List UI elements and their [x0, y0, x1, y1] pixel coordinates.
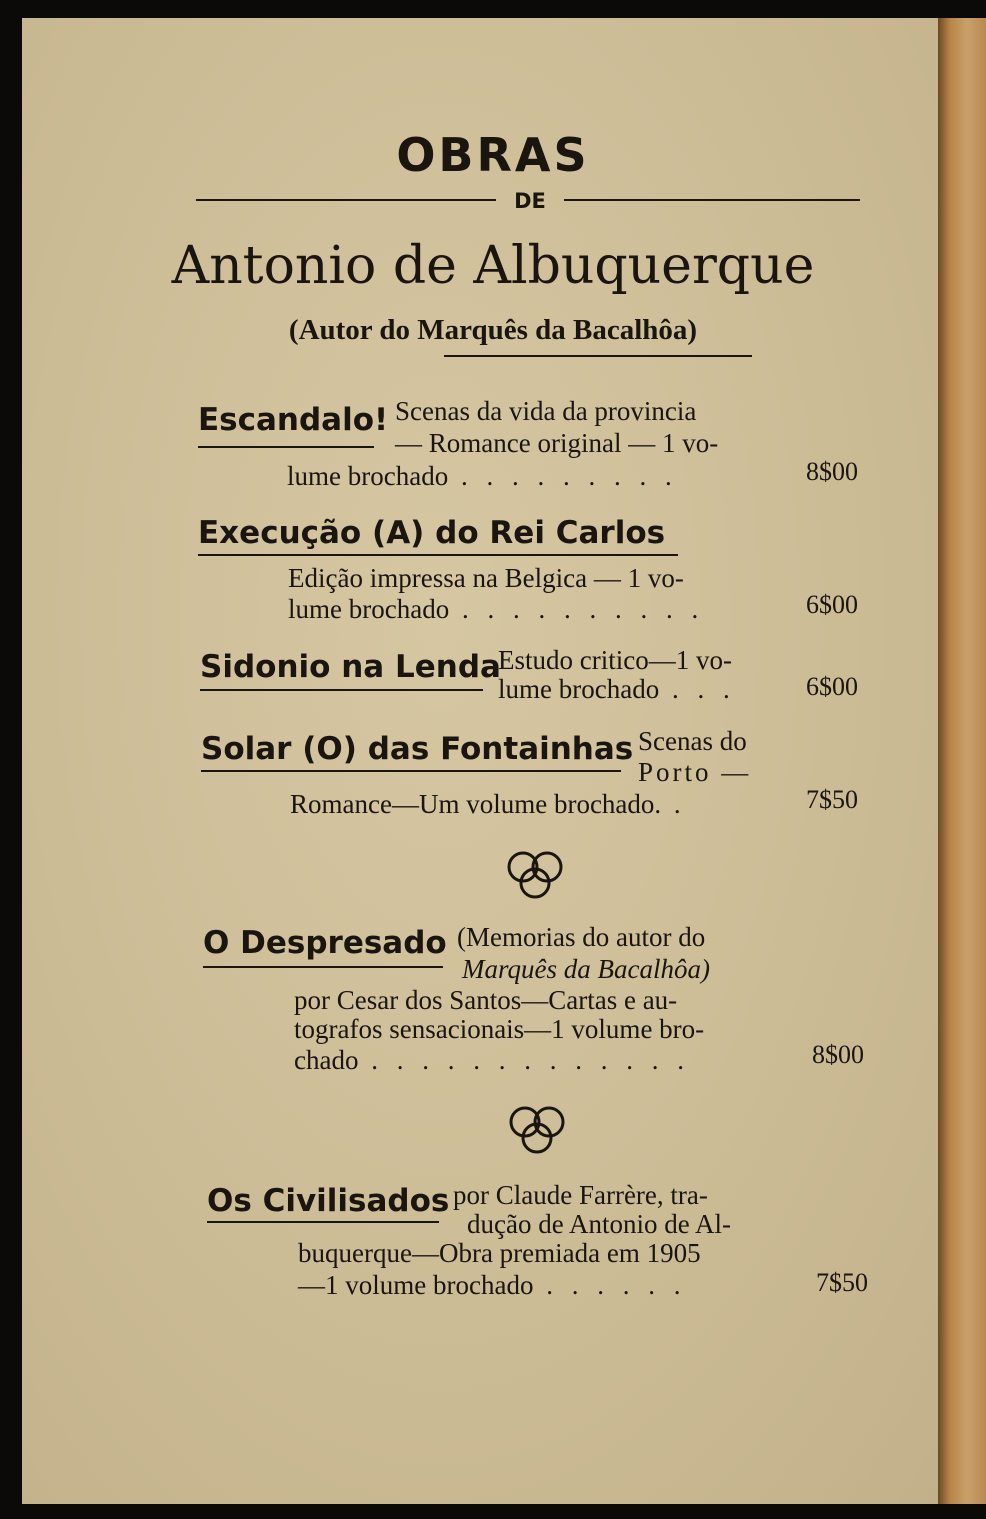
- page-heading: OBRAS: [396, 128, 590, 182]
- divider-right: [564, 199, 860, 201]
- book-price: 6$00: [806, 672, 858, 701]
- interlaced-rings-ornament-icon: [505, 1100, 569, 1160]
- author-subtitle: (Autor do Marquês da Bacalhôa): [288, 314, 698, 346]
- book-description: — Romance original — 1 vo-: [395, 428, 719, 458]
- book-description: lume brochado . . . . . . . . .: [287, 461, 678, 491]
- book-description: —1 volume brochado . . . . . .: [298, 1270, 687, 1300]
- title-underline: [203, 966, 443, 968]
- book-description: Porto —: [638, 757, 752, 787]
- book-description: Estudo critico—1 vo-: [498, 645, 732, 675]
- book-description: dução de Antonio de Al-: [467, 1209, 731, 1239]
- book-description: Scenas da vida da provincia: [395, 396, 697, 426]
- book-description: chado . . . . . . . . . . . . .: [294, 1045, 690, 1075]
- book-description: Marquês da Bacalhôa): [462, 954, 710, 984]
- book-description: (Memorias do autor do: [457, 922, 706, 952]
- book-price: 8$00: [806, 457, 858, 486]
- book-title: Execução (A) do Rei Carlos: [198, 515, 666, 551]
- book-title: Os Civilisados: [207, 1183, 450, 1219]
- book-price: 7$50: [806, 785, 858, 814]
- book-price: 6$00: [806, 590, 858, 619]
- title-underline: [198, 446, 374, 448]
- book-price: 7$50: [816, 1268, 868, 1297]
- book-title: Sidonio na Lenda: [200, 649, 501, 685]
- heading-de: DE: [514, 189, 546, 213]
- book-description: Romance—Um volume brochado. .: [290, 789, 687, 819]
- book-description: buquerque—Obra premiada em 1905: [298, 1238, 701, 1268]
- book-description: Scenas do: [638, 726, 747, 756]
- book-title: Solar (O) das Fontainhas: [201, 731, 634, 767]
- book-description: tografos sensacionais—1 volume bro-: [294, 1014, 705, 1044]
- subtitle-underline: [444, 355, 752, 357]
- book-title: Escandalo!: [198, 402, 389, 438]
- title-underline: [201, 770, 621, 772]
- divider-left: [196, 199, 496, 201]
- book-title: O Despresado: [203, 925, 447, 961]
- book-price: 8$00: [812, 1040, 864, 1069]
- book-description: por Cesar dos Santos—Cartas e au-: [294, 985, 678, 1015]
- interlaced-rings-ornament-icon: [503, 845, 567, 905]
- title-underline: [207, 1221, 439, 1223]
- book-description: lume brochado . . .: [498, 674, 736, 704]
- book-description: lume brochado . . . . . . . . . .: [288, 594, 705, 624]
- book-description: Edição impressa na Belgica — 1 vo-: [288, 563, 684, 593]
- title-underline: [200, 689, 483, 691]
- book-description: por Claude Farrère, tra-: [453, 1180, 708, 1210]
- author-name: Antonio de Albuquerque: [171, 236, 815, 296]
- title-underline: [198, 554, 678, 556]
